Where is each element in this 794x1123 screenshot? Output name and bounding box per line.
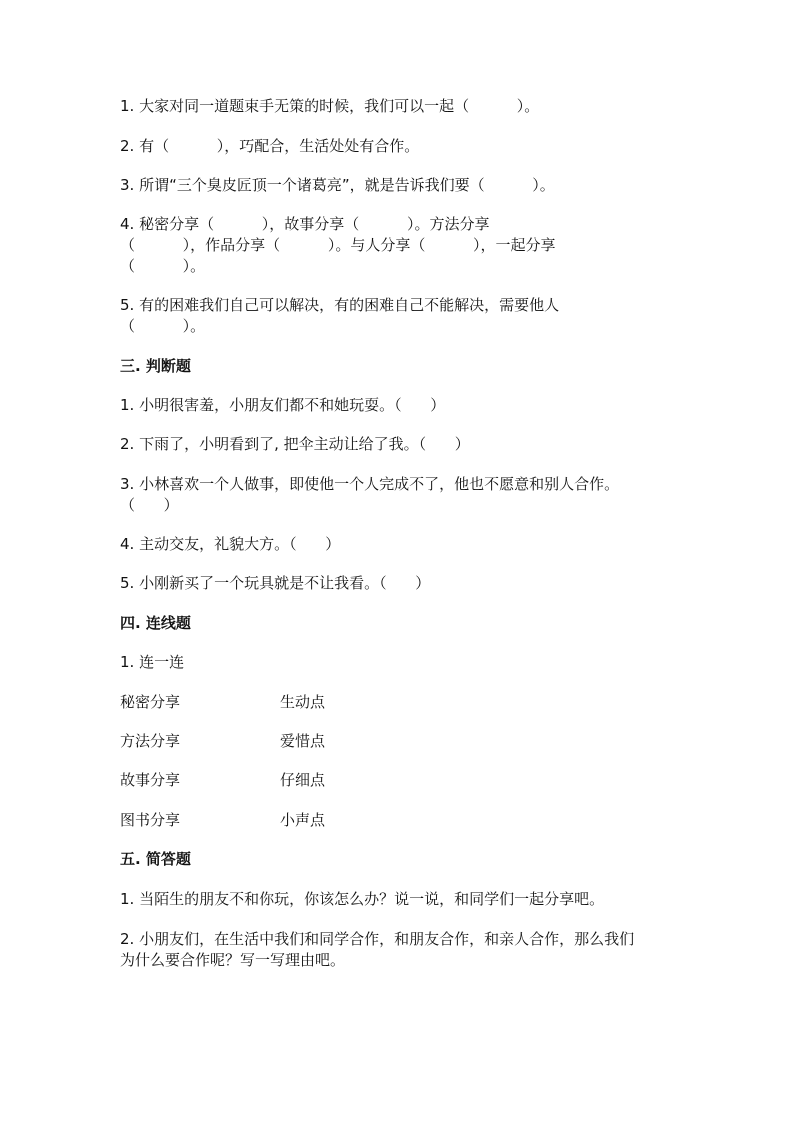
match-left-item: 图书分享: [120, 811, 181, 829]
section-4-title: 四. 连线题: [120, 614, 191, 632]
match-left-item: 故事分享: [120, 771, 181, 789]
answer-question-1: 1. 当陌生的朋友不和你玩，你该怎么办？说一说，和同学们一起分享吧。: [120, 890, 605, 908]
judge-question-3-line-1: 3. 小林喜欢一个人做事，即使他一个人完成不了，他也不愿意和别人合作。: [120, 475, 620, 493]
fill-question-5-line-2: （ ）。: [120, 317, 206, 335]
match-right-item: 仔细点: [280, 771, 326, 789]
judge-question-2: 2. 下雨了，小明看到了, 把伞主动让给了我。（ ）: [120, 435, 470, 453]
fill-question-2: 2. 有（ ），巧配合，生活处处有合作。: [120, 137, 420, 155]
section-5-title: 五. 简答题: [120, 850, 191, 868]
fill-question-5-line-1: 5. 有的困难我们自己可以解决，有的困难自己不能解决，需要他人: [120, 296, 560, 314]
fill-question-3: 3. 所谓“三个臭皮匠顶一个诸葛亮”，就是告诉我们要（ ）。: [120, 176, 555, 194]
section-3-title: 三. 判断题: [120, 357, 191, 375]
fill-question-4-line-1: 4. 秘密分享（ ），故事分享（ ）。方法分享: [120, 215, 490, 233]
fill-question-4-line-2: （ ），作品分享（ ）。与人分享（ ），一起分享: [120, 236, 556, 254]
match-left-item: 秘密分享: [120, 693, 181, 711]
match-left-item: 方法分享: [120, 732, 181, 750]
match-right-item: 小声点: [280, 811, 326, 829]
judge-question-4: 4. 主动交友，礼貌大方。（ ）: [120, 535, 341, 553]
judge-question-5: 5. 小刚新买了一个玩具就是不让我看。（ ）: [120, 574, 431, 592]
match-question-label: 1. 连一连: [120, 653, 185, 671]
judge-question-3-line-2: （ ）: [120, 496, 179, 514]
answer-question-2-line-2: 为什么要合作呢？写一写理由吧。: [120, 951, 346, 969]
answer-question-2-line-1: 2. 小朋友们，在生活中我们和同学合作，和朋友合作，和亲人合作，那么我们: [120, 930, 635, 948]
match-right-item: 爱惜点: [280, 732, 326, 750]
fill-question-1: 1. 大家对同一道题束手无策的时候，我们可以一起（ ）。: [120, 97, 540, 115]
match-right-item: 生动点: [280, 693, 326, 711]
fill-question-4-line-3: （ ）。: [120, 257, 206, 275]
judge-question-1: 1. 小明很害羞，小朋友们都不和她玩耍。（ ）: [120, 396, 446, 414]
